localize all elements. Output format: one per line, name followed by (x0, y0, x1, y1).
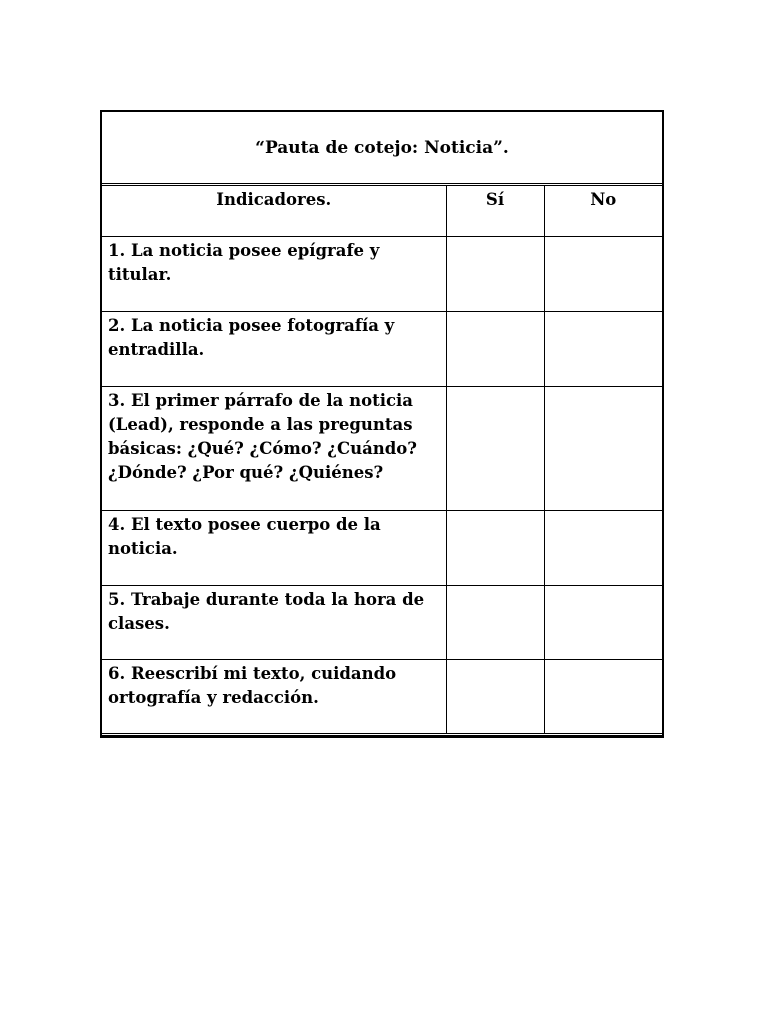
indicator-cell: 5. Trabaje durante toda la hora de clases. (102, 585, 446, 659)
table-row (102, 510, 662, 585)
indicator-cell: 6. Reescribí mi texto, cuidando ortografía y redacción. (102, 659, 446, 734)
yes-cell[interactable] (446, 236, 544, 311)
header-no: No (544, 186, 662, 236)
no-cell[interactable] (544, 311, 662, 386)
yes-cell[interactable] (446, 386, 544, 510)
header-indicators: Indicadores. (102, 186, 446, 236)
indicator-cell: 1. La noticia posee epígrafe y titular. (102, 236, 446, 311)
no-cell[interactable] (544, 236, 662, 311)
no-cell[interactable] (544, 659, 662, 734)
header-yes: Sí (446, 186, 544, 236)
no-cell[interactable] (544, 510, 662, 585)
indicator-cell: 3. El primer párrafo de la noticia (Lead), responde a las preguntas básicas: ¿Qué? ¿Cómo? ¿Cuándo? ¿Dónde? ¿Por qué? ¿Quiénes? (102, 386, 446, 510)
header-row (102, 186, 662, 236)
yes-cell[interactable] (446, 585, 544, 659)
no-cell[interactable] (544, 386, 662, 510)
checklist-grid (102, 186, 662, 736)
table-row (102, 585, 662, 659)
table-row (102, 386, 662, 510)
yes-cell[interactable] (446, 311, 544, 386)
table-row (102, 659, 662, 734)
checklist-table (100, 110, 664, 738)
yes-cell[interactable] (446, 659, 544, 734)
document-title: “Pauta de cotejo: Noticia”. (102, 112, 662, 186)
indicator-cell: 2. La noticia posee fotografía y entradilla. (102, 311, 446, 386)
table-row (102, 236, 662, 311)
table-row (102, 311, 662, 386)
no-cell[interactable] (544, 585, 662, 659)
indicator-cell: 4. El texto posee cuerpo de la noticia. (102, 510, 446, 585)
yes-cell[interactable] (446, 510, 544, 585)
